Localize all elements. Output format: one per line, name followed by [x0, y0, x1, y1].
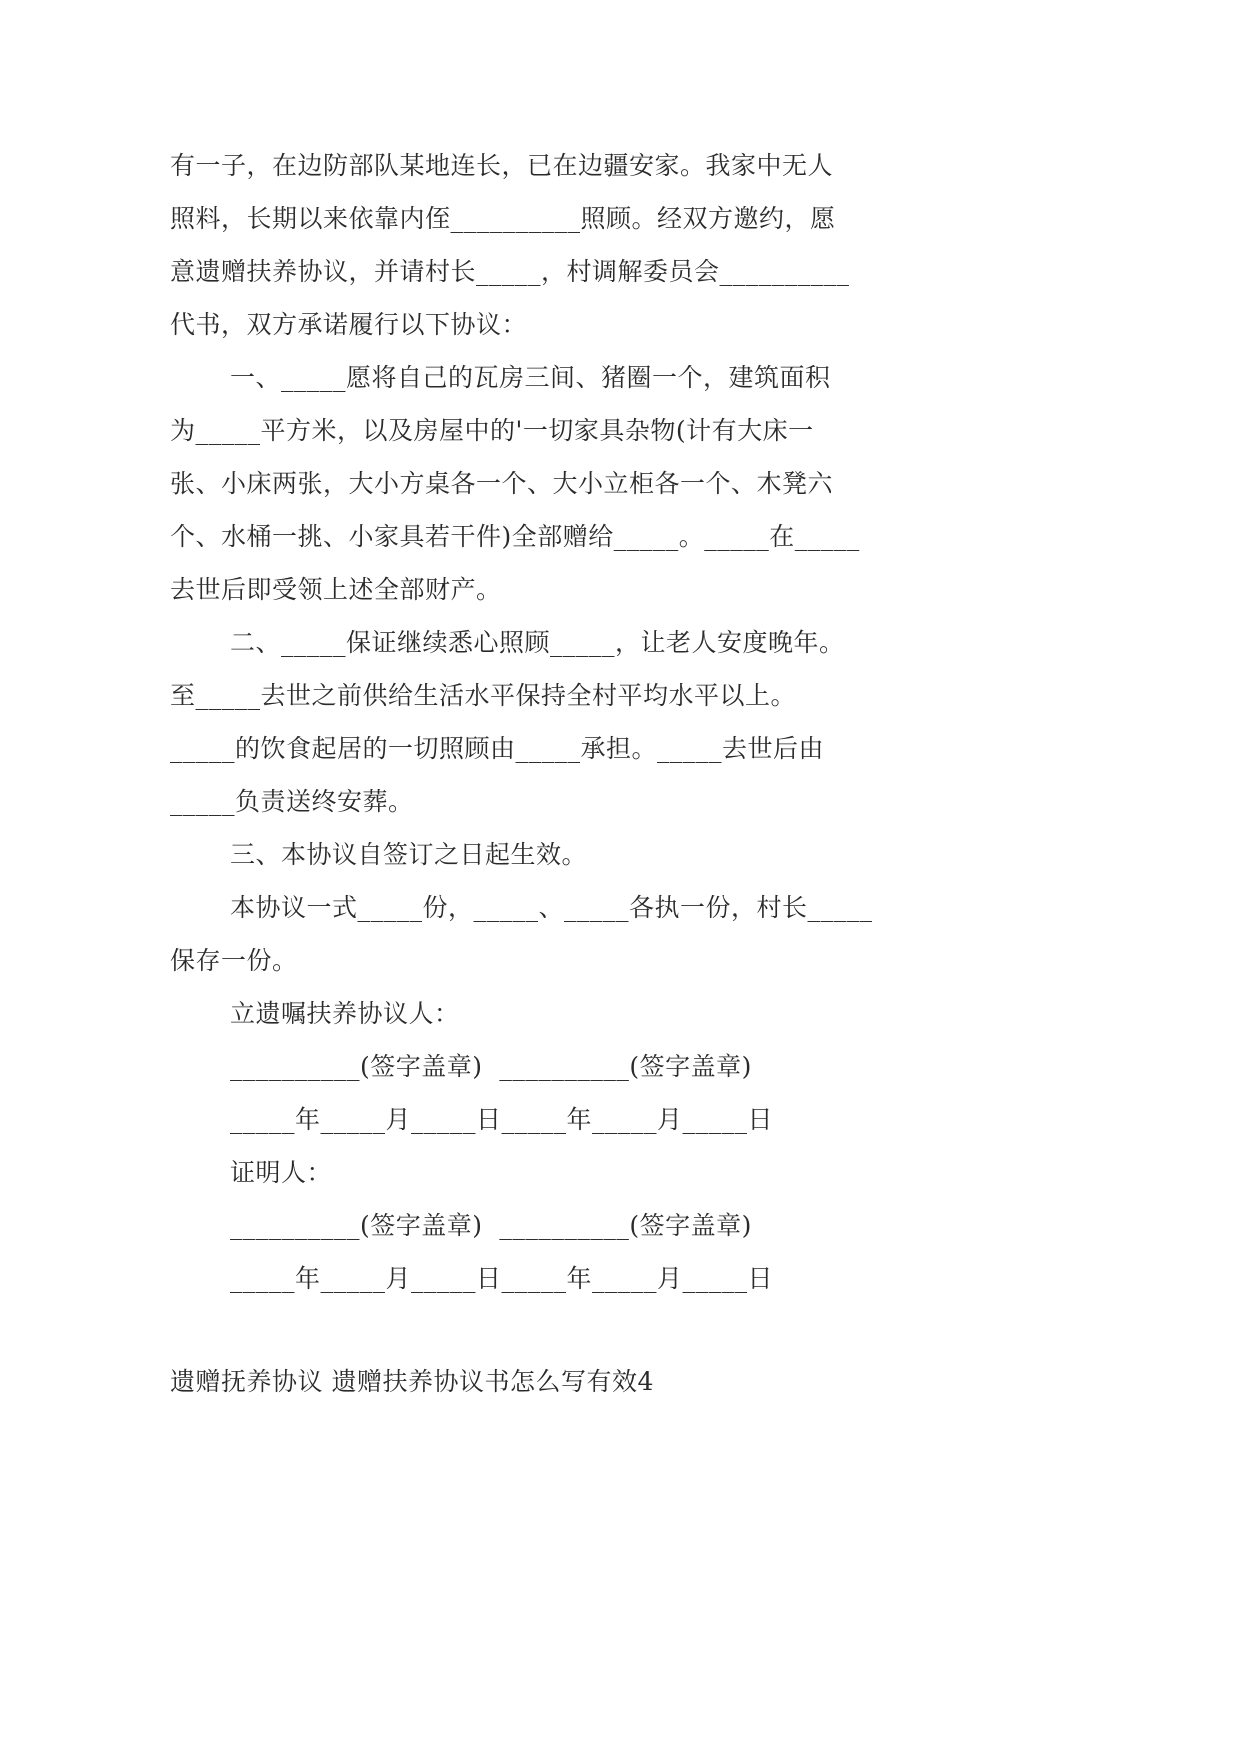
signature-line: __________(签字盖章) __________(签字盖章) — [230, 1052, 752, 1081]
paragraph-line: 去世后即受领上述全部财产。 — [170, 575, 502, 604]
paragraph-line: 至_____去世之前供给生活水平保持全村平均水平以上。 — [170, 681, 797, 710]
clause-two-line: 二、_____保证继续悉心照顾_____，让老人安度晚年。 — [230, 628, 845, 657]
clause-one-line: 一、_____愿将自己的瓦房三间、猪圈一个，建筑面积 — [230, 363, 831, 392]
witness-label: 证明人： — [230, 1158, 333, 1187]
signature-line: __________(签字盖章) __________(签字盖章) — [230, 1211, 752, 1240]
copies-line: 本协议一式_____份，_____、_____各执一份，村长_____ — [230, 893, 873, 922]
paragraph-line: _____的饮食起居的一切照顾由_____承担。_____去世后由 — [170, 734, 825, 763]
paragraph-line: 为_____平方米，以及房屋中的'一切家具杂物(计有大床一 — [170, 416, 814, 445]
parties-label: 立遗嘱扶养协议人： — [230, 999, 460, 1028]
paragraph-line: _____负责送终安葬。 — [170, 787, 414, 816]
paragraph-line: 有一子，在边防部队某地连长，已在边疆安家。我家中无人 — [170, 151, 834, 180]
section-heading: 遗赠抚养协议 遗赠扶养协议书怎么写有效4 — [170, 1367, 654, 1396]
clause-three-line: 三、本协议自签订之日起生效。 — [230, 840, 588, 869]
date-line: _____年_____月_____日_____年_____月_____日 — [230, 1264, 774, 1293]
date-line: _____年_____月_____日_____年_____月_____日 — [230, 1105, 774, 1134]
paragraph-line: 意遗赠扶养协议，并请村长_____，村调解委员会__________ — [170, 257, 850, 286]
paragraph-line: 个、水桶一挑、小家具若干件)全部赠给_____。_____在_____ — [170, 522, 860, 551]
paragraph-line: 代书，双方承诺履行以下协议： — [170, 310, 528, 339]
paragraph-line: 张、小床两张，大小方桌各一个、大小立柜各一个、木凳六 — [170, 469, 834, 498]
paragraph-line: 保存一份。 — [170, 946, 298, 975]
paragraph-line: 照料，长期以来依靠内侄__________照顾。经双方邀约，愿 — [170, 204, 836, 233]
